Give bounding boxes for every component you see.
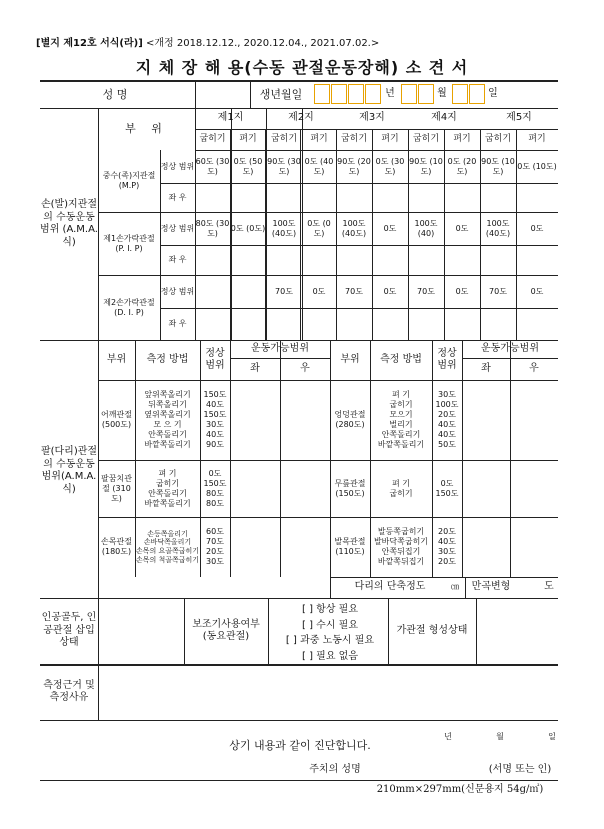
limb-measure-right[interactable] bbox=[280, 380, 330, 460]
measured-value-cell[interactable] bbox=[516, 308, 558, 340]
limb-methods-right-item: 벌리기 bbox=[389, 420, 413, 429]
limb-measure-right[interactable] bbox=[510, 460, 558, 517]
leg-shortening-label: 다리의 단축정도 bbox=[354, 580, 426, 592]
limb-measure-right[interactable] bbox=[280, 460, 330, 517]
limb-normals-left-item: 150도 bbox=[203, 390, 227, 399]
joint-name: 중수(족)지관절 (M.P) bbox=[102, 171, 156, 190]
form-number: [별지 제12호 서식(라)] bbox=[36, 38, 143, 49]
limb-measure-right[interactable] bbox=[510, 517, 558, 577]
normal-value: 0도 bbox=[455, 286, 469, 296]
limb-methods-left-item: 앞위쪽올리기 bbox=[144, 390, 191, 399]
extend-header: 펴기 bbox=[381, 133, 399, 144]
month-unit: 월 bbox=[437, 88, 447, 100]
measured-value-cell[interactable] bbox=[195, 183, 230, 212]
normal-value: 0도 bbox=[530, 223, 544, 233]
limb-normals-right-item: 40도 bbox=[438, 430, 456, 439]
aux-option-checkbox[interactable]: [ ] 수시 필요 bbox=[302, 619, 358, 631]
limb-measure-right[interactable] bbox=[280, 517, 330, 577]
limb-normals-right-item: 50도 bbox=[438, 440, 456, 449]
measured-value-cell[interactable] bbox=[266, 308, 302, 340]
limb-methods-left bbox=[135, 380, 200, 460]
limb-normals-left-item: 80도 bbox=[206, 488, 224, 498]
limb-measure-right[interactable] bbox=[510, 380, 558, 460]
normal-range-label: 정상 범위 bbox=[160, 161, 195, 171]
limb-methods-left-item: 바깥쪽돌리기 bbox=[144, 440, 191, 449]
limb-measure-left[interactable] bbox=[230, 380, 280, 460]
birth-year-digit-4[interactable] bbox=[365, 84, 381, 104]
aux-option-checkbox[interactable]: [ ] 항상 필요 bbox=[302, 604, 358, 616]
limb-methods-right-item: 펴 기 bbox=[392, 478, 410, 488]
aux-device-label: 보조기사용여부 (동요관절) bbox=[192, 618, 260, 642]
revision-note: <개정 2018.12.12., 2020.12.04., 2021.07.02.> bbox=[145, 38, 380, 49]
joint-name: 제1손가락관절 (P. I. P) bbox=[103, 233, 155, 253]
limb-methods-left-item: 손바닥쪽올리기 bbox=[143, 538, 192, 547]
limb-methods-left-item: 안쪽돌리기 bbox=[148, 430, 187, 439]
normal-value: 100도 (40도) bbox=[271, 218, 297, 238]
form-label-line bbox=[36, 34, 379, 49]
normal-value: 0도 (40도) bbox=[304, 156, 334, 176]
limb-range-header-right: 운동가능범위 bbox=[481, 342, 539, 354]
birth-month-digit-2[interactable] bbox=[418, 84, 434, 104]
limb-region-header-right: 부위 bbox=[340, 353, 360, 365]
normal-value: 100도 (40도) bbox=[341, 218, 367, 238]
limb-normals-right-item: 30도 bbox=[438, 547, 456, 556]
limb-normals-left-item: 90도 bbox=[206, 440, 224, 449]
left-right-label: 좌 우 bbox=[168, 319, 187, 328]
measured-value-cell[interactable] bbox=[408, 183, 444, 212]
limb-methods-right-item: 안쪽뒤집기 bbox=[381, 547, 421, 556]
bend-header: 굽히기 bbox=[340, 133, 368, 144]
joint-name: 제2손가락관절 (D. I. P) bbox=[103, 297, 155, 317]
limb-normals-left-item: 150도 bbox=[203, 410, 227, 419]
limb-methods-left-item: 뒤쪽올리기 bbox=[148, 400, 187, 409]
footer-day: 일 bbox=[548, 732, 556, 741]
normal-value: 0도 (0도) bbox=[307, 218, 331, 238]
limb-joint-left: 어깨관절 (500도) bbox=[101, 410, 132, 429]
limb-methods-left-item: 펴 기 bbox=[158, 468, 177, 478]
limb-methods-left-item: 모 으 기 bbox=[153, 420, 182, 429]
extend-header: 펴기 bbox=[453, 133, 471, 144]
birth-year-digit-3[interactable] bbox=[348, 84, 364, 104]
limb-methods-right bbox=[370, 460, 432, 517]
normal-value: 0도 (20도) bbox=[447, 156, 477, 176]
normal-value: 80도 (30도) bbox=[195, 218, 230, 238]
limb-normal-header-right: 정상 범위 bbox=[437, 347, 457, 371]
birth-day-digit-1[interactable] bbox=[452, 84, 468, 104]
normal-value: 0도 (0도) bbox=[230, 223, 266, 233]
limb-measure-left[interactable] bbox=[230, 460, 280, 517]
limb-measure-left[interactable] bbox=[462, 517, 510, 577]
limb-normals-left-item: 60도 bbox=[206, 527, 224, 536]
finger-header-5: 제5지 bbox=[506, 112, 532, 124]
normal-value: 90도 (20도) bbox=[337, 156, 371, 176]
measured-value-cell[interactable] bbox=[516, 183, 558, 212]
bend-header: 굽히기 bbox=[270, 133, 298, 144]
normal-value: 0도 (10도) bbox=[517, 161, 557, 171]
limb-normals-right-item: 30도 bbox=[438, 390, 456, 399]
measurement-basis-label: 측정근거 및 측정사유 bbox=[43, 679, 95, 703]
implant-label: 인공골두, 인공관절 삽입상태 bbox=[41, 612, 97, 649]
limb-region-header-left: 부위 bbox=[106, 353, 127, 365]
valgus-label: 만곡변형 bbox=[471, 580, 511, 592]
name-label: 성 명 bbox=[102, 87, 128, 101]
measured-value-cell[interactable] bbox=[408, 308, 444, 340]
measured-value-cell[interactable] bbox=[266, 183, 302, 212]
birth-year-digit-1[interactable] bbox=[314, 84, 330, 104]
left-right-label: 좌 우 bbox=[168, 192, 187, 202]
measured-value-cell[interactable] bbox=[444, 245, 480, 275]
limb-method-header-left: 측정 방법 bbox=[146, 353, 189, 365]
limb-method-header-right: 측정 방법 bbox=[380, 353, 422, 365]
limb-normals-right-item: 0도 bbox=[440, 478, 454, 488]
limb-methods-right-item: 모으기 bbox=[389, 410, 413, 419]
limb-methods-right-item: 바깥쪽돌리기 bbox=[377, 440, 425, 449]
limb-section-label: 팔(다리)관절의 수동운동범위(A.M.A.식) bbox=[40, 446, 98, 495]
measured-value-cell[interactable] bbox=[444, 308, 480, 340]
limb-normals-right-item: 20도 bbox=[438, 527, 456, 536]
limb-methods-left-item: 손목의 척골쪽굽히기 bbox=[135, 555, 200, 564]
grid-line bbox=[476, 598, 477, 664]
limb-right-header-right: 우 bbox=[529, 362, 539, 374]
limb-normals-right-item: 100도 bbox=[435, 400, 459, 409]
limb-methods-right-item: 펴 기 bbox=[392, 390, 410, 399]
year-unit: 년 bbox=[385, 88, 395, 100]
normal-value: 0도 bbox=[455, 223, 469, 233]
limb-methods-left bbox=[135, 517, 200, 577]
normal-value: 70도 bbox=[489, 286, 507, 296]
limb-normals-left-item: 0도 bbox=[208, 468, 222, 478]
limb-methods-right-item: 발등쪽굽히기 bbox=[377, 527, 425, 536]
birth-year-digit-2[interactable] bbox=[331, 84, 347, 104]
limb-methods-right-item: 굽히기 bbox=[389, 400, 413, 409]
limb-joint-left: 손목관절 (180도) bbox=[101, 537, 132, 556]
measured-value-cell[interactable] bbox=[336, 183, 372, 212]
limb-normals-left-item: 30도 bbox=[206, 557, 224, 566]
limb-normals-right-item: 20도 bbox=[438, 410, 456, 419]
limb-methods-right bbox=[370, 380, 432, 460]
limb-normals-left-item: 150도 bbox=[203, 478, 227, 488]
limb-normals-left bbox=[200, 380, 230, 460]
pseudo-joint-label: 가관절 형성상태 bbox=[396, 624, 468, 636]
limb-methods-left-item: 안쪽돌리기 bbox=[148, 488, 187, 498]
limb-normals-left-item: 20도 bbox=[206, 547, 224, 556]
measured-value-cell[interactable] bbox=[302, 245, 336, 275]
limb-joint-left: 팔꿈치관절 (310도) bbox=[101, 473, 132, 503]
normal-value: 0도 bbox=[530, 286, 544, 296]
measured-value-cell[interactable] bbox=[372, 308, 408, 340]
normal-value: 60도 (30도) bbox=[195, 156, 230, 176]
limb-measure-left[interactable] bbox=[462, 380, 510, 460]
limb-normals-right bbox=[432, 380, 462, 460]
limb-normals-right-item: 40도 bbox=[438, 420, 456, 429]
limb-measure-left[interactable] bbox=[462, 460, 510, 517]
limb-methods-left-item: 굽히기 bbox=[155, 478, 180, 488]
limb-methods-left bbox=[135, 460, 200, 517]
limb-methods-right bbox=[370, 517, 432, 577]
limb-normals-right bbox=[432, 460, 462, 517]
aux-option-checkbox[interactable]: [ ] 과중 노동시 필요 bbox=[285, 635, 375, 647]
extend-header: 펴기 bbox=[310, 133, 328, 144]
finger-header-4: 제4지 bbox=[431, 112, 457, 124]
limb-normals-left-item: 40도 bbox=[206, 430, 224, 439]
normal-value: 100도 (40) bbox=[414, 218, 438, 238]
aux-option-checkbox[interactable]: [ ] 필요 없음 bbox=[302, 650, 358, 662]
diagnosis-statement: 상기 내용과 같이 진단합니다. bbox=[229, 739, 371, 753]
limb-normals-right-item: 40도 bbox=[438, 537, 456, 546]
measured-value-cell[interactable] bbox=[372, 245, 408, 275]
limb-left-header-left: 좌 bbox=[250, 362, 260, 374]
paper-spec: 210mm×297mm(신문용지 54g/㎡) bbox=[376, 783, 544, 795]
grid-line bbox=[195, 80, 196, 108]
limb-methods-left-item: 손등쪽올리기 bbox=[147, 529, 188, 538]
valgus-unit: 도 bbox=[544, 580, 554, 592]
footer-year: 년 bbox=[444, 732, 452, 741]
measured-value-cell[interactable] bbox=[336, 245, 372, 275]
normal-value: 100도 (40도) bbox=[485, 218, 511, 238]
measured-value-cell[interactable] bbox=[480, 245, 516, 275]
page-title: 지 체 장 해 용(수동 관절운동장해) 소 견 서 bbox=[135, 58, 469, 77]
finger-header-2: 제2지 bbox=[288, 112, 314, 124]
limb-normals-left bbox=[200, 460, 230, 517]
normal-value bbox=[195, 275, 230, 308]
measured-value-cell[interactable] bbox=[480, 308, 516, 340]
extend-header: 펴기 bbox=[528, 133, 546, 144]
birth-month-digit-1[interactable] bbox=[401, 84, 417, 104]
measured-value-cell[interactable] bbox=[230, 183, 266, 212]
limb-joint-right: 무릎관절 (150도) bbox=[334, 478, 366, 498]
measured-value-cell[interactable] bbox=[480, 183, 516, 212]
normal-value: 0도 (30도) bbox=[375, 156, 405, 176]
leg-shortening-unit: ㎝ bbox=[451, 582, 459, 591]
grid-line bbox=[40, 664, 558, 666]
limb-normals-right-item: 150도 bbox=[435, 488, 459, 498]
limb-methods-right-item: 발바닥쪽굽히기 bbox=[373, 537, 429, 546]
normal-value: 0도 bbox=[312, 286, 326, 296]
limb-methods-left-item: 옆위쪽올리기 bbox=[144, 410, 191, 419]
measured-value-cell[interactable] bbox=[230, 245, 266, 275]
limb-methods-right-item: 바깥쪽뒤집기 bbox=[377, 557, 425, 566]
hand-section-label: 손(발)지관절의 수동운동범위 (A.M.A.식) bbox=[40, 199, 98, 248]
extend-header: 펴기 bbox=[239, 133, 257, 144]
measured-value-cell[interactable] bbox=[516, 245, 558, 275]
birth-label: 생년월일 bbox=[259, 87, 303, 101]
measured-value-cell[interactable] bbox=[372, 183, 408, 212]
measured-value-cell[interactable] bbox=[444, 183, 480, 212]
measured-value-cell[interactable] bbox=[302, 308, 336, 340]
normal-value: 90도 (10도) bbox=[409, 156, 443, 176]
footer-rule bbox=[40, 780, 558, 781]
measured-value-cell[interactable] bbox=[302, 183, 336, 212]
bend-header: 굽히기 bbox=[199, 133, 226, 144]
measured-value-cell[interactable] bbox=[230, 308, 266, 340]
normal-value: 90도 (30도) bbox=[267, 156, 301, 176]
limb-methods-left-item: 손목의 요골쪽굽히기 bbox=[135, 547, 200, 555]
normal-range-label: 정상 범위 bbox=[160, 286, 195, 296]
normal-value: 0도 bbox=[383, 286, 397, 296]
hand-region-header: 부 위 bbox=[125, 122, 168, 136]
normal-value: 90도 (10도) bbox=[481, 156, 515, 176]
day-unit: 일 bbox=[488, 88, 498, 100]
measured-value-cell[interactable] bbox=[195, 308, 230, 340]
measured-value-cell[interactable] bbox=[408, 245, 444, 275]
limb-normals-right-item: 20도 bbox=[438, 557, 456, 566]
footer-month: 월 bbox=[496, 732, 504, 741]
normal-value bbox=[230, 275, 266, 308]
finger-header-3: 제3지 bbox=[359, 112, 385, 124]
aux-device-options bbox=[272, 600, 388, 662]
measured-value-cell[interactable] bbox=[266, 245, 302, 275]
normal-range-label: 정상 범위 bbox=[160, 223, 195, 233]
limb-joint-right: 엉덩관절 (280도) bbox=[334, 410, 366, 429]
limb-methods-right-item: 굽히기 bbox=[389, 488, 413, 498]
normal-value: 0도 bbox=[383, 223, 397, 233]
limb-normals-left bbox=[200, 517, 230, 577]
limb-normals-left-item: 40도 bbox=[206, 400, 224, 409]
measured-value-cell[interactable] bbox=[195, 245, 230, 275]
birth-day-digit-2[interactable] bbox=[469, 84, 485, 104]
limb-right-header-left: 우 bbox=[300, 362, 310, 374]
normal-value: 70도 bbox=[345, 286, 363, 296]
limb-methods-left-item: 바깥쪽돌리기 bbox=[144, 498, 191, 508]
grid-line bbox=[40, 720, 558, 721]
limb-normal-header-left: 정상 범위 bbox=[205, 347, 225, 371]
limb-normals-left-item: 30도 bbox=[206, 420, 224, 429]
limb-joint-right: 발목관절 (110도) bbox=[334, 537, 366, 556]
bend-header: 굽히기 bbox=[484, 133, 512, 144]
limb-normals-left-item: 80도 bbox=[206, 498, 224, 508]
doctor-name-label: 주치의 성명 bbox=[309, 763, 361, 775]
limb-range-header-left: 운동가능범위 bbox=[251, 342, 309, 354]
limb-normals-left-item: 70도 bbox=[206, 537, 224, 546]
grid-line bbox=[268, 598, 269, 664]
normal-value: 70도 bbox=[275, 286, 293, 296]
grid-line bbox=[40, 598, 558, 599]
normal-value: 70도 bbox=[417, 286, 435, 296]
limb-measure-left[interactable] bbox=[230, 517, 280, 577]
measured-value-cell[interactable] bbox=[336, 308, 372, 340]
limb-methods-right-item: 안쪽돌리기 bbox=[381, 430, 421, 439]
normal-value: 0도 (50도) bbox=[233, 156, 263, 176]
limb-normals-right bbox=[432, 517, 462, 577]
signature-label: (서명 또는 인) bbox=[488, 763, 552, 775]
bend-header: 굽히기 bbox=[412, 133, 440, 144]
limb-left-header-right: 좌 bbox=[481, 362, 491, 374]
finger-header-1: 제1지 bbox=[217, 112, 244, 124]
left-right-label: 좌 우 bbox=[168, 255, 187, 264]
